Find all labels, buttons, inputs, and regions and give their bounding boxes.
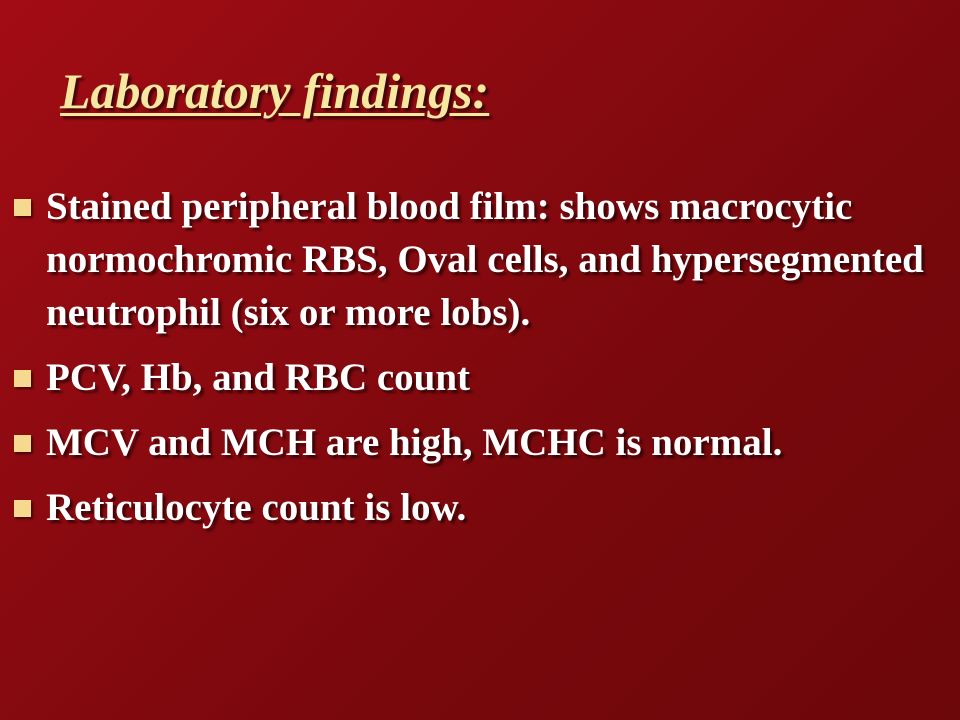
bullet-list (12, 180, 942, 546)
bullet-text: Reticulocyte count is low. (46, 486, 467, 529)
square-bullet-icon (14, 370, 31, 387)
bullet-item-pcv-hb-rbc (12, 351, 942, 404)
bullet-text: Stained peripheral blood film: shows macrocytic normochromic RBS, Oval cells, and hypersegmented neutrophil (six or more lobs). (46, 185, 924, 334)
square-bullet-icon (14, 435, 31, 452)
bullet-text: MCV and MCH are high, MCHC is normal. (46, 421, 783, 464)
bullet-item-blood-film (12, 180, 942, 339)
bullet-item-reticulocyte (12, 481, 942, 534)
square-bullet-icon (14, 199, 31, 216)
bullet-item-mcv-mch (12, 416, 942, 469)
bullet-text: PCV, Hb, and RBC count (46, 356, 471, 399)
square-bullet-icon (14, 500, 31, 517)
slide-title: Laboratory findings: (60, 63, 490, 119)
